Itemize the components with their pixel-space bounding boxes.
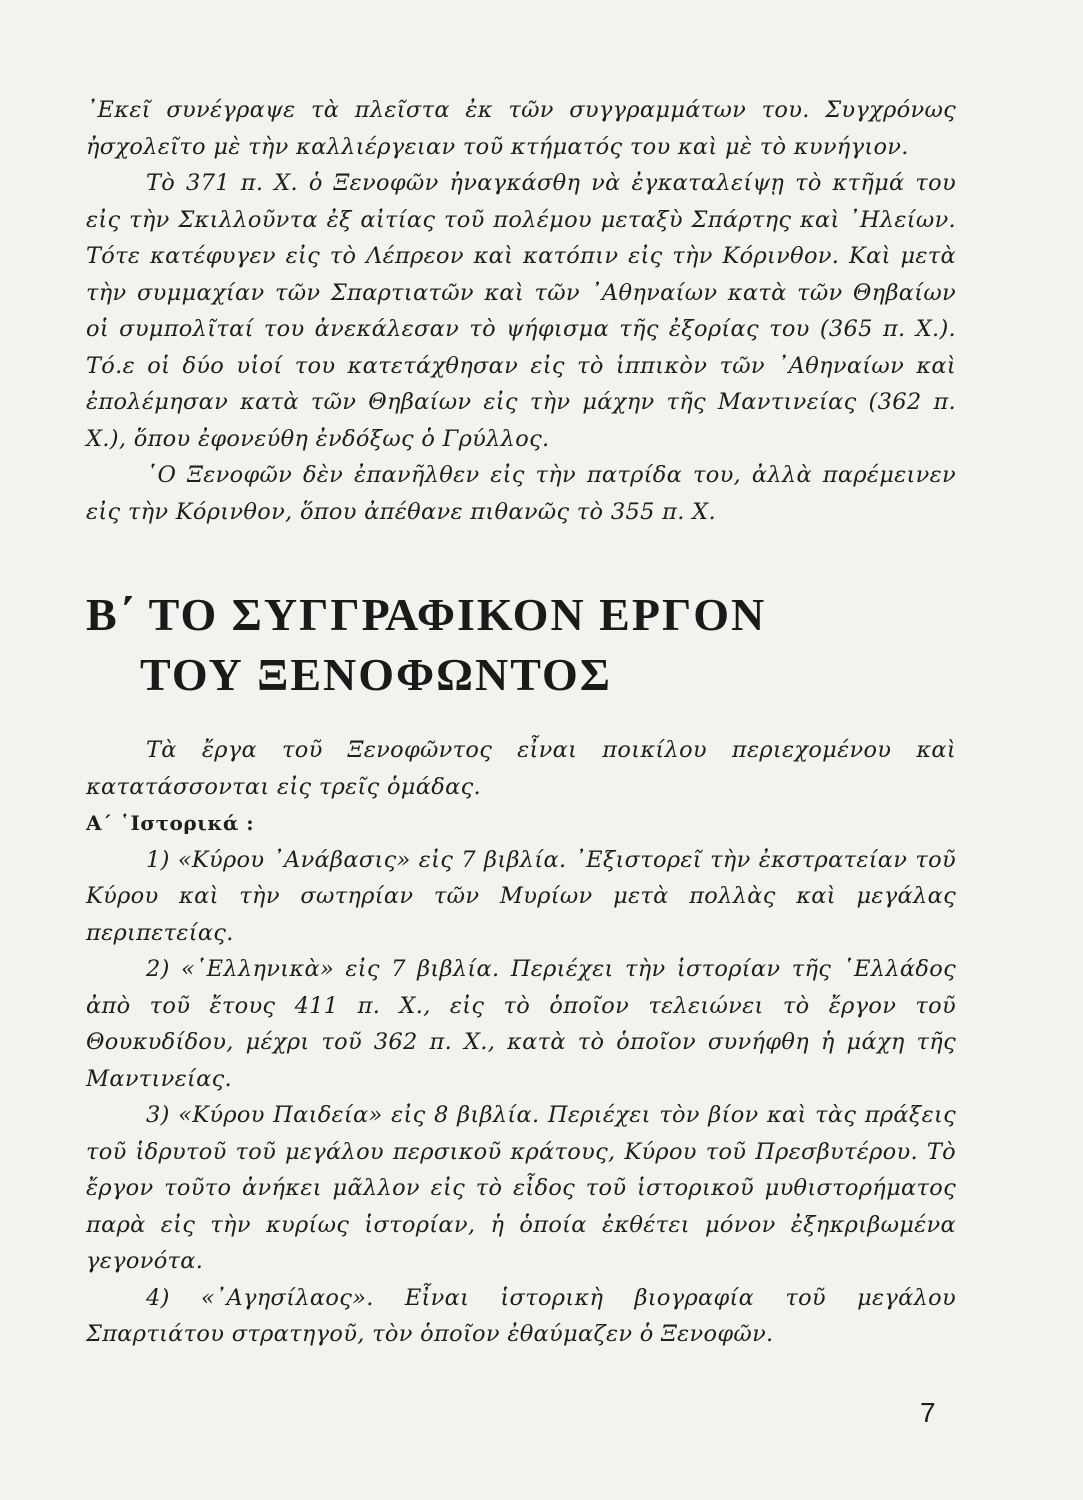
paragraph-exile-and-corinth: Τὸ 371 π. Χ. ὁ Ξενοφῶν ἠναγκάσθη νὰ ἐγκαταλείψῃ τὸ κτῆμά του εἰς τὴν Σκιλλοῦντα ἐξ αἰτίας τοῦ πολέμου μεταξὺ Σπάρτης καὶ ᾿Ηλείων. Τότε κατέφυγεν εἰς τὸ Λέπρεον καὶ κατόπιν εἰς τὴν Κόρινθον. Καὶ μετὰ τὴν συμμαχίαν τῶν Σπαρτιατῶν καὶ τῶν ᾿Αθηναίων κατὰ τῶν Θηβαίων οἱ συμπολῖταί του ἀνεκάλεσαν τὸ ψήφισμα τῆς ἐξορίας του (365 π. Χ.). Τό.ε οἱ δύο υἱοί του κατετάχθησαν εἰς τὸ ἱππικὸν τῶν ᾿Αθηναίων καὶ ἐπολέμησαν κατὰ τῶν Θηβαίων εἰς τὴν μάχην τῆς Μαντινείας (362 π. Χ.), ὅπου ἐφονεύθη ἐνδόξως ὁ Γρύλλος. bbox=[86, 170, 956, 452]
category-historical-heading: Α΄ ῾Ιστορικά : bbox=[86, 811, 255, 835]
paragraph-writing-at-skillous: ᾿Εκεῖ συνέγραψε τὰ πλεῖστα ἐκ τῶν συγγραμμάτων του. Συγχρόνως ἠσχολεῖτο μὲ τὴν καλλιέργειαν τοῦ κτήματός του καὶ μὲ τὸ κυνήγιον. bbox=[86, 97, 956, 160]
work-item-agesilaus: 4) «᾿Αγησίλαος». Εἶναι ἱστορικὴ βιογραφία τοῦ μεγάλου Σπαρτιάτου στρατηγοῦ, τὸν ὁποῖον ἐθαύμαζεν ὁ Ξενοφῶν. bbox=[86, 1284, 956, 1347]
intro-section bbox=[86, 92, 956, 530]
works-section bbox=[86, 732, 956, 1353]
section-heading-line-1: Β΄ ΤΟ ΣΥΓΓΡΑΦΙΚΟΝ ΕΡΓΟΝ bbox=[86, 589, 767, 640]
section-heading-line-2: ΤΟΥ ΞΕΝΟΦΩΝΤΟΣ bbox=[140, 649, 612, 700]
work-item-anabasis: 1) «Κύρου ᾿Ανάβασις» εἰς 7 βιβλία. ᾿Εξιστορεῖ τὴν ἐκστρατείαν τοῦ Κύρου καὶ τὴν σωτηρίαν τῶν Μυρίων μετὰ πολλὰς καὶ μεγάλας περιπετείας. bbox=[86, 846, 956, 946]
work-item-hellenika: 2) «῾Ελληνικὰ» εἰς 7 βιβλία. Περιέχει τὴν ἱστορίαν τῆς ῾Ελλάδος ἀπὸ τοῦ ἔτους 411 π. Χ., εἰς τὸ ὁποῖον τελειώνει τὸ ἔργον τοῦ Θουκυδίδου, μέχρι τοῦ 362 π. Χ., κατὰ τὸ ὁποῖον συνήφθη ἡ μάχη τῆς Μαντινείας. bbox=[86, 956, 956, 1092]
works-intro-paragraph: Τὰ ἔργα τοῦ Ξενοφῶντος εἶναι ποικίλου περιεχομένου καὶ κατατάσσονται εἰς τρεῖς ὁμάδας. bbox=[86, 737, 956, 800]
work-item-cyropaedia: 3) «Κύρου Παιδεία» εἰς 8 βιβλία. Περιέχει τὸν βίον καὶ τὰς πράξεις τοῦ ἱδρυτοῦ τοῦ μεγάλου περσικοῦ κράτους, Κύρου τοῦ Πρεσβυτέρου. Τὸ ἔργον τοῦτο ἀνήκει μᾶλλον εἰς τὸ εἶδος τοῦ ἱστορικοῦ μυθιστορήματος παρὰ εἰς τὴν κυρίως ἱστορίαν, ἡ ὁποία ἐκθέτει μόνον ἐξηκριβωμένα γεγονότα. bbox=[86, 1102, 956, 1274]
paragraph-death: ῾Ο Ξενοφῶν δὲν ἐπανῆλθεν εἰς τὴν πατρίδα του, ἀλλὰ παρέμεινεν εἰς τὴν Κόρινθον, ὅπου ἀπέθανε πιθανῶς τὸ 355 π. Χ. bbox=[86, 462, 956, 525]
page-number: 7 bbox=[920, 1397, 936, 1428]
